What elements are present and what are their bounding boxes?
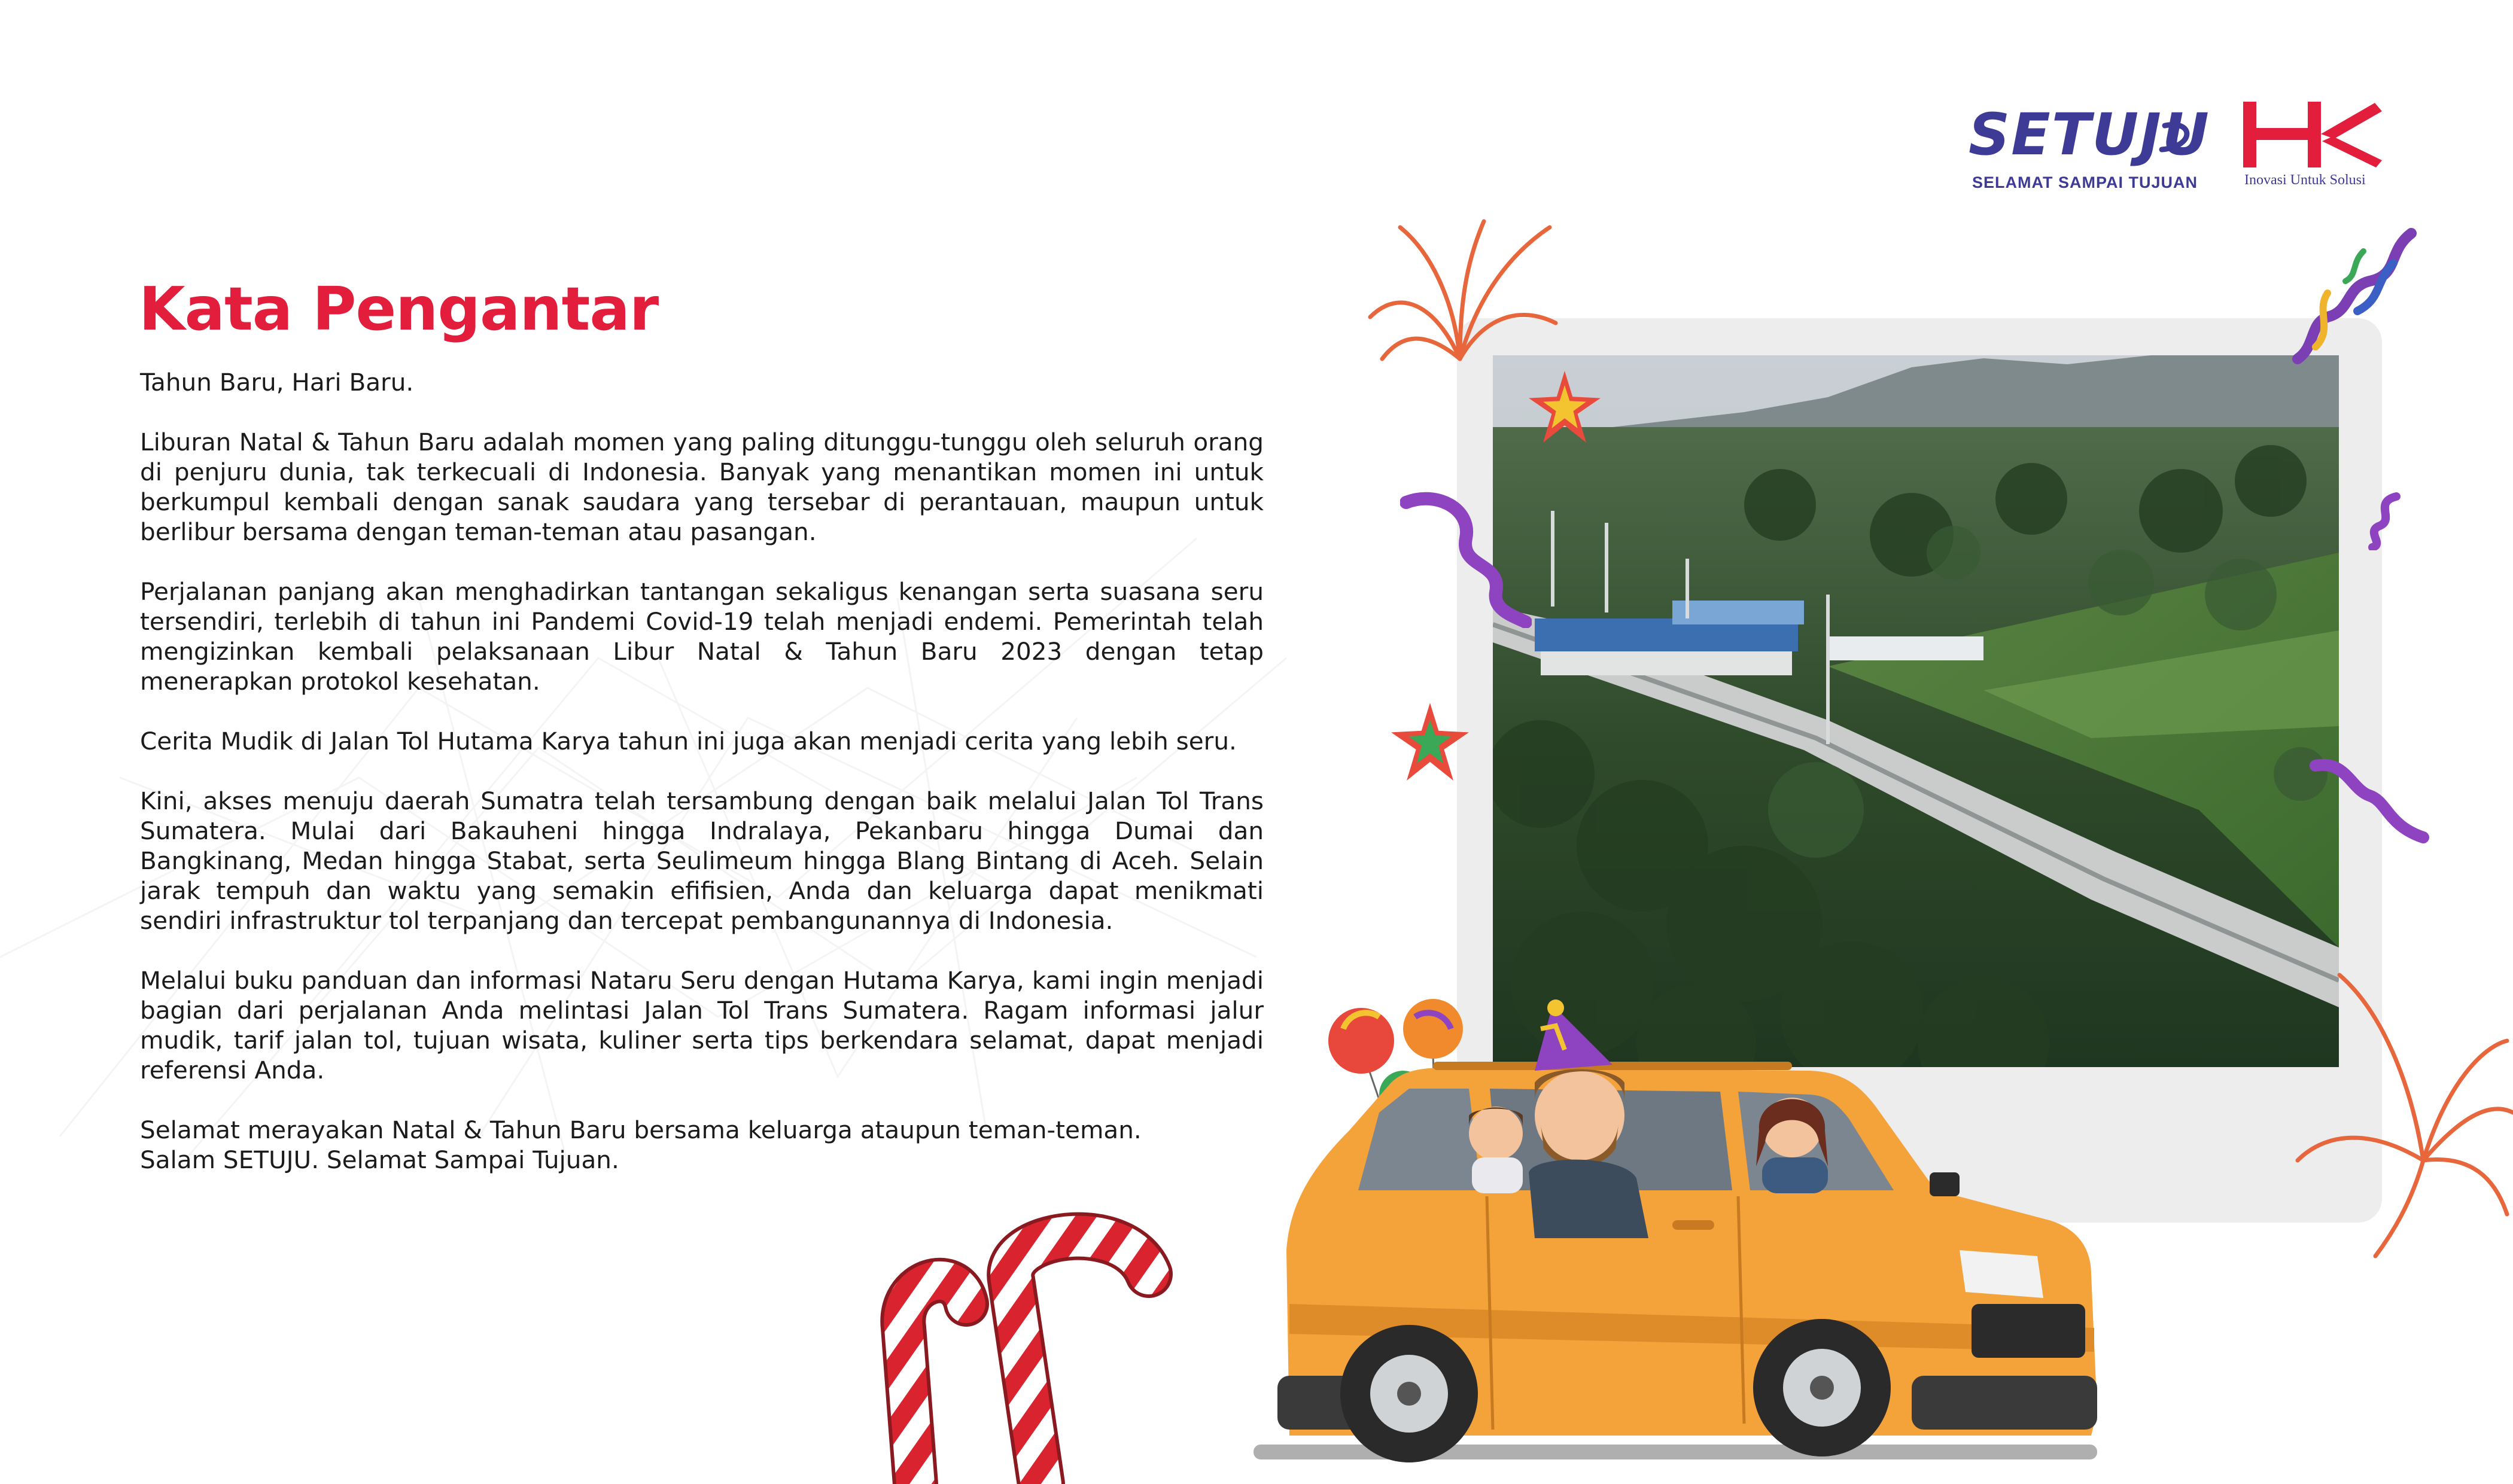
- star-ornament-top-icon: [1529, 371, 1601, 443]
- hk-tagline: Inovasi Untuk Solusi: [2244, 172, 2366, 188]
- streamer-top-right-icon: [2292, 227, 2417, 371]
- aerial-toll-road-photo: [1493, 355, 2339, 1067]
- paragraph-greeting: Tahun Baru, Hari Baru.: [140, 368, 414, 397]
- star-ornament-left-icon: [1391, 703, 1469, 781]
- candy-cane-icon: [862, 1208, 1197, 1484]
- paragraph-access: Kini, akses menuju daerah Sumatra telah tersambung dengan baik melalui Jalan Tol Trans Sumatera. Mulai dari Bakauheni hingga Indralaya, Pekanbaru hingga Dumai dan Bangkinang, Medan hingga Stabat, serta Seulimeum hingga Blang Bintang di Aceh. Selain jarak tempuh dan waktu yang semakin efifisien, Anda dan keluarga dapat menikmati sendiri infrastruktur tol terpanjang dan tercepat pembangunannya di Indonesia.: [140, 787, 1264, 935]
- paragraph-holiday: Liburan Natal & Tahun Baru adalah momen yang paling ditunggu-tunggu oleh seluruh orang di penjuru dunia, tak terkecuali di Indonesia. Banyak yang menantikan momen ini untuk berkumpul kembali dengan sanak saudara yang tersebar di perantauan, maupun untuk berlibur bersama dengan teman-teman atau pasangan.: [140, 428, 1264, 546]
- intro-body: [140, 367, 1264, 1175]
- paragraph-mudik: Cerita Mudik di Jalan Tol Hutama Karya tahun ini juga akan menjadi cerita yang lebih seru.: [140, 727, 1237, 755]
- setuju-wordmark: SETUJU: [1969, 101, 2210, 168]
- setuju-tagline: SELAMAT SAMPAI TUJUAN: [1972, 173, 2198, 191]
- firework-top-left-icon: [1364, 215, 1562, 371]
- streamer-left-icon: [1400, 490, 1532, 628]
- streamer-right-icon: [2310, 754, 2429, 849]
- hk-logo-mark-icon: [2243, 102, 2382, 167]
- closing-line-1: Selamat merayakan Natal & Tahun Baru bersama keluarga ataupun teman-teman.: [140, 1116, 1142, 1144]
- paragraph-guide: Melalui buku panduan dan informasi Nataru Seru dengan Hutama Karya, kami ingin menjadi bagian dari perjalanan Anda melintasi Jalan Tol Trans Sumatera. Ragam informasi jalur mudik, tarif jalan tol, tujuan wisata, kuliner serta tips berkendara selamat, dapat menjadi referensi Anda.: [140, 966, 1264, 1084]
- page-title: Kata Pengantar: [139, 274, 659, 344]
- closing-line-2: Salam SETUJU. Selamat Sampai Tujuan.: [140, 1145, 619, 1174]
- firework-right-icon: [2292, 963, 2513, 1262]
- paragraph-journey: Perjalanan panjang akan menghadirkan tantangan sekaligus kenangan serta suasana seru tersendiri, terlebih di tahun ini Pandemi Covid-19 telah menjadi endemi. Pemerintah telah mengizinkan kembali pelaksanaan Libur Natal & Tahun Baru 2023 dengan tetap menerapkan protokol kesehatan.: [140, 577, 1264, 696]
- orange-suv-family-icon: [1254, 993, 2109, 1465]
- setuju-swoosh-icon: [2159, 114, 2201, 156]
- hutama-karya-logo: [2241, 102, 2390, 191]
- setuju-logo: [1969, 101, 2210, 197]
- streamer-small-right-icon: [2360, 490, 2408, 550]
